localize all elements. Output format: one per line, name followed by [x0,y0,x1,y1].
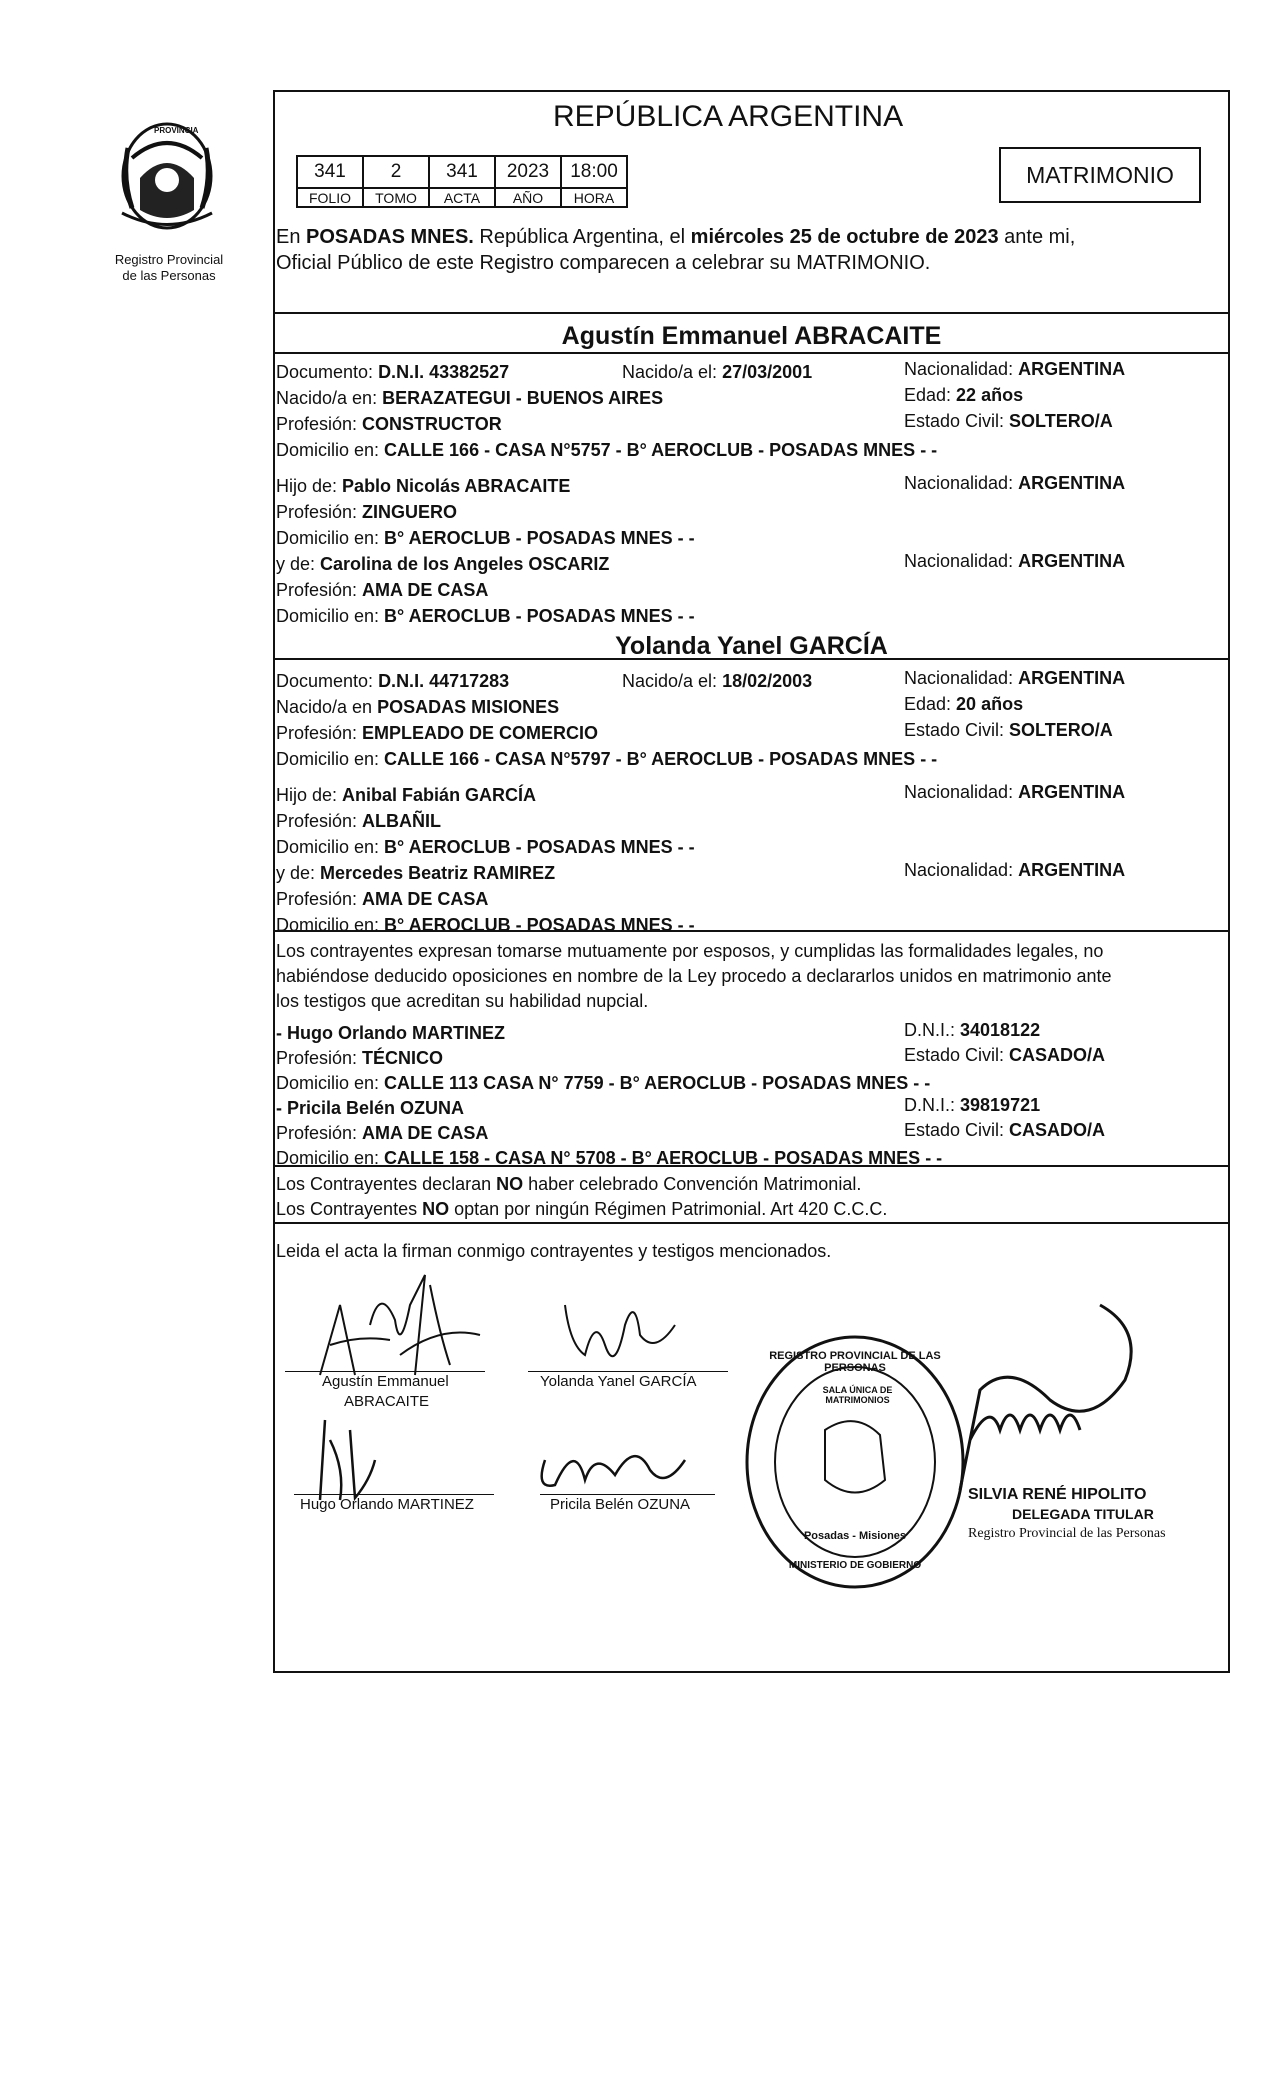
closing-text: Leida el acta la firman conmigo contrayentes y testigos mencionados. [276,1241,832,1261]
divider [273,352,1230,354]
anio-header: AÑO [495,188,561,207]
bride-born-in: Nacido/a en POSADAS MISIONES [276,697,560,717]
stamp-bottom-text: Posadas - Misiones [803,1530,907,1542]
logo-label-line2: de las Personas [122,268,216,283]
bride-born-date: Nacido/a el: 18/02/2003 [622,671,813,691]
groom-mother: y de: Carolina de los Angeles OSCARIZ [276,554,610,574]
witness-2-profession: Profesión: AMA DE CASA [276,1123,489,1143]
regime-line-2: Los Contrayentes NO optan por ningún Régimen Patrimonial. Art 420 C.C.C. [276,1199,888,1219]
registry-logo [92,118,242,288]
bride-profession: Profesión: EMPLEADO DE COMERCIO [276,723,599,743]
groom-age: Edad: 22 años [904,385,1024,405]
registry-table [296,155,628,208]
officer-name: SILVIA RENÉ HIPOLITO [968,1486,1147,1503]
groom-father-nationality: Nacionalidad: ARGENTINA [904,473,1126,493]
intro-line-1: En POSADAS MNES. República Argentina, el miércoles 25 de octubre de 2023 ante mi, [276,226,1076,248]
bride-father: Hijo de: Anibal Fabián GARCÍA [276,785,537,805]
witness-1-signature-icon [295,1410,415,1505]
stamp-ministry: MINISTERIO DE GOBIERNO [788,1560,922,1571]
groom-mother-domicile: Domicilio en: B° AEROCLUB - POSADAS MNES - - [276,606,695,626]
acta-value: 341 [429,156,495,188]
bride-mother: y de: Mercedes Beatriz RAMIREZ [276,863,556,883]
witness-2-signature-icon [525,1430,695,1500]
stamp-inner-text: SALA ÚNICA DE MATRIMONIOS [822,1385,893,1405]
groom-nationality: Nacionalidad: ARGENTINA [904,359,1126,379]
groom-born-in: Nacido/a en: BERAZATEGUI - BUENOS AIRES [276,388,664,408]
groom-mother-nationality: Nacionalidad: ARGENTINA [904,551,1126,571]
groom-father-domicile: Domicilio en: B° AEROCLUB - POSADAS MNES - - [276,528,695,548]
groom-sig-label-1: Agustín Emmanuel [322,1373,449,1390]
witness-1-sig-line [294,1494,494,1495]
bride-sig-line [528,1371,728,1372]
logo-seal-text: PROVINCIA [154,126,199,135]
bride-civil: Estado Civil: SOLTERO/A [904,720,1113,740]
anio-value: 2023 [495,156,561,188]
groom-born-date: Nacido/a el: 27/03/2001 [622,362,813,382]
bride-father-nationality: Nacionalidad: ARGENTINA [904,782,1126,802]
divider [273,1222,1230,1224]
groom-sig-line [285,1371,485,1372]
bride-domicile: Domicilio en: CALLE 166 - CASA N°5797 - B° AEROCLUB - POSADAS MNES - - [276,749,938,769]
coat-of-arms-icon [92,118,242,238]
bride-mother-nationality: Nacionalidad: ARGENTINA [904,860,1126,880]
groom-civil: Estado Civil: SOLTERO/A [904,411,1113,431]
witness-2-sig-line [540,1494,715,1495]
tomo-value: 2 [363,156,429,188]
witness-1-dni: D.N.I.: 34018122 [904,1020,1041,1040]
bride-doc: Documento: D.N.I. 44717283 [276,671,510,691]
groom-profession: Profesión: CONSTRUCTOR [276,414,502,434]
officer-title: DELEGADA TITULAR [1012,1506,1154,1522]
bride-father-profession: Profesión: ALBAÑIL [276,811,442,831]
bride-signature-icon [545,1285,695,1385]
hora-value: 18:00 [561,156,627,188]
regime-line-1: Los Contrayentes declaran NO haber celebrado Convención Matrimonial. [276,1174,862,1194]
witness-2-name: - Pricila Belén OZUNA [276,1098,465,1118]
folio-header: FOLIO [297,188,363,207]
groom-domicile: Domicilio en: CALLE 166 - CASA N°5757 - B° AEROCLUB - POSADAS MNES - - [276,440,938,460]
witness-1-name: - Hugo Orlando MARTINEZ [276,1023,505,1043]
witness-2-sig-label: Pricila Belén OZUNA [550,1496,691,1513]
stamp-ring-text: REGISTRO PROVINCIAL DE LAS PERSONAS [769,1350,941,1374]
bride-nationality: Nacionalidad: ARGENTINA [904,668,1126,688]
hora-header: HORA [561,188,627,207]
acta-header: ACTA [429,188,495,207]
intro-place: POSADAS MNES. [306,226,474,248]
witness-1-profession: Profesión: TÉCNICO [276,1048,444,1068]
witness-1-sig-label: Hugo Orlando MARTINEZ [300,1496,474,1513]
logo-label-line1: Registro Provincial [114,252,224,267]
witness-2-dni: D.N.I.: 39819721 [904,1095,1041,1115]
groom-sig-label-2: ABRACAITE [344,1393,430,1410]
bride-mother-domicile: Domicilio en: B° AEROCLUB - POSADAS MNES - - [276,915,695,935]
folio-value: 341 [297,156,363,188]
page-title: REPÚBLICA ARGENTINA [553,100,904,133]
bride-age: Edad: 20 años [904,694,1024,714]
witness-1-domicile: Domicilio en: CALLE 113 CASA N° 7759 - B° AEROCLUB - POSADAS MNES - - [276,1073,931,1093]
declaration-line-2: habiéndose deducido oposiciones en nombre de la Ley procedo a declararlos unidos en matrimonio ante [276,966,1112,986]
groom-mother-profession: Profesión: AMA DE CASA [276,580,489,600]
divider [273,312,1230,314]
bride-sig-label: Yolanda Yanel GARCÍA [540,1373,697,1390]
declaration-line-1: Los contrayentes expresan tomarse mutuamente por esposos, y cumplidas las formalidades legales, no [276,941,1104,961]
groom-father-profession: Profesión: ZINGUERO [276,502,458,522]
officer-signature-icon [950,1290,1150,1505]
witness-2-domicile: Domicilio en: CALLE 158 - CASA N° 5708 - B° AEROCLUB - POSADAS MNES - - [276,1148,943,1168]
groom-father: Hijo de: Pablo Nicolás ABRACAITE [276,476,571,496]
tomo-header: TOMO [363,188,429,207]
act-type-box: MATRIMONIO [999,147,1201,203]
officer-org: Registro Provincial de las Personas [968,1526,1166,1541]
intro-line-2: Oficial Público de este Registro comparecen a celebrar su MATRIMONIO. [276,252,931,274]
bride-father-domicile: Domicilio en: B° AEROCLUB - POSADAS MNES - - [276,837,695,857]
groom-name: Agustín Emmanuel ABRACAITE [561,322,942,350]
witness-2-civil: Estado Civil: CASADO/A [904,1120,1106,1140]
intro-date: miércoles 25 de octubre de 2023 [690,226,999,248]
witness-1-civil: Estado Civil: CASADO/A [904,1045,1106,1065]
groom-doc: Documento: D.N.I. 43382527 [276,362,510,382]
bride-mother-profession: Profesión: AMA DE CASA [276,889,489,909]
declaration-line-3: los testigos que acreditan su habilidad nupcial. [276,991,649,1011]
bride-name: Yolanda Yanel GARCÍA [615,632,888,660]
